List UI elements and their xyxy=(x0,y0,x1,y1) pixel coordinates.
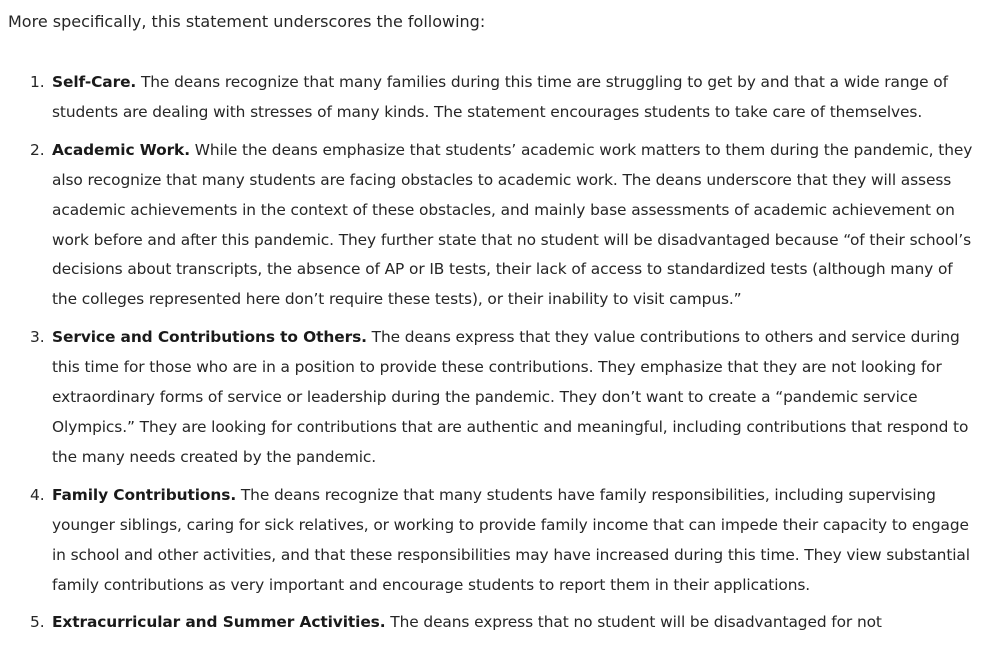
viewport-edge xyxy=(0,647,1000,653)
item-number: 2. xyxy=(30,140,45,159)
item-heading: Self-Care. xyxy=(52,73,137,91)
list-item xyxy=(30,68,982,128)
item-body: The deans express that no student will be disadvantaged for not xyxy=(385,613,882,632)
item-heading: Service and Contributions to Others. xyxy=(52,328,367,347)
item-number: 3. xyxy=(30,328,45,347)
list-item xyxy=(30,136,982,315)
item-body: While the deans emphasize that students’ academic work matters to them during the pandemic, they also recognize that many students are facing obstacles to academic work. The deans underscore that they will assess academic achievements in the context of these obstacles, and mainly base assessments of academic achievement on work before and after this pandemic. They further state that no student will be disadvantaged because “of their school’s decisions about transcripts, the absence of AP or IB tests, their lack of access to standardized tests (although many of the colleges represented here don’t require these tests), or their inability to visit campus.” xyxy=(52,140,973,309)
item-heading: Academic Work. xyxy=(52,140,190,159)
item-number: 1. xyxy=(30,73,45,91)
intro-text: More specifically, this statement underscores the following: xyxy=(8,12,486,31)
list-item xyxy=(30,481,982,601)
item-heading: Extracurricular and Summer Activities. xyxy=(52,613,386,632)
item-number: 5. xyxy=(30,613,45,632)
points-list xyxy=(30,68,982,646)
item-body: The deans recognize that many students have family responsibilities, including supervising younger siblings, caring for sick relatives, or working to provide family income that can impede their capacity to engage in school and other activities, and that these responsibilities may have increased during this time. They view substantial family contributions as very important and encourage students to report them in their applications. xyxy=(52,485,970,594)
list-item xyxy=(30,323,982,473)
item-body: The deans recognize that many families during this time are struggling to get by and that a wide range of students are dealing with stresses of many kinds. The statement encourages students to take care of themselves. xyxy=(52,73,948,121)
item-body: The deans express that they value contributions to others and service during this time for those who are in a position to provide these contributions. They emphasize that they are not looking for extraordinary forms of service or leadership during the pandemic. They don’t want to create a “pandemic service Olympics.” They are looking for contributions that are authentic and meaningful, including contributions that respond to the many needs created by the pandemic. xyxy=(52,328,969,466)
list-item xyxy=(30,608,982,638)
item-heading: Family Contributions. xyxy=(52,485,237,504)
item-number: 4. xyxy=(30,485,45,504)
